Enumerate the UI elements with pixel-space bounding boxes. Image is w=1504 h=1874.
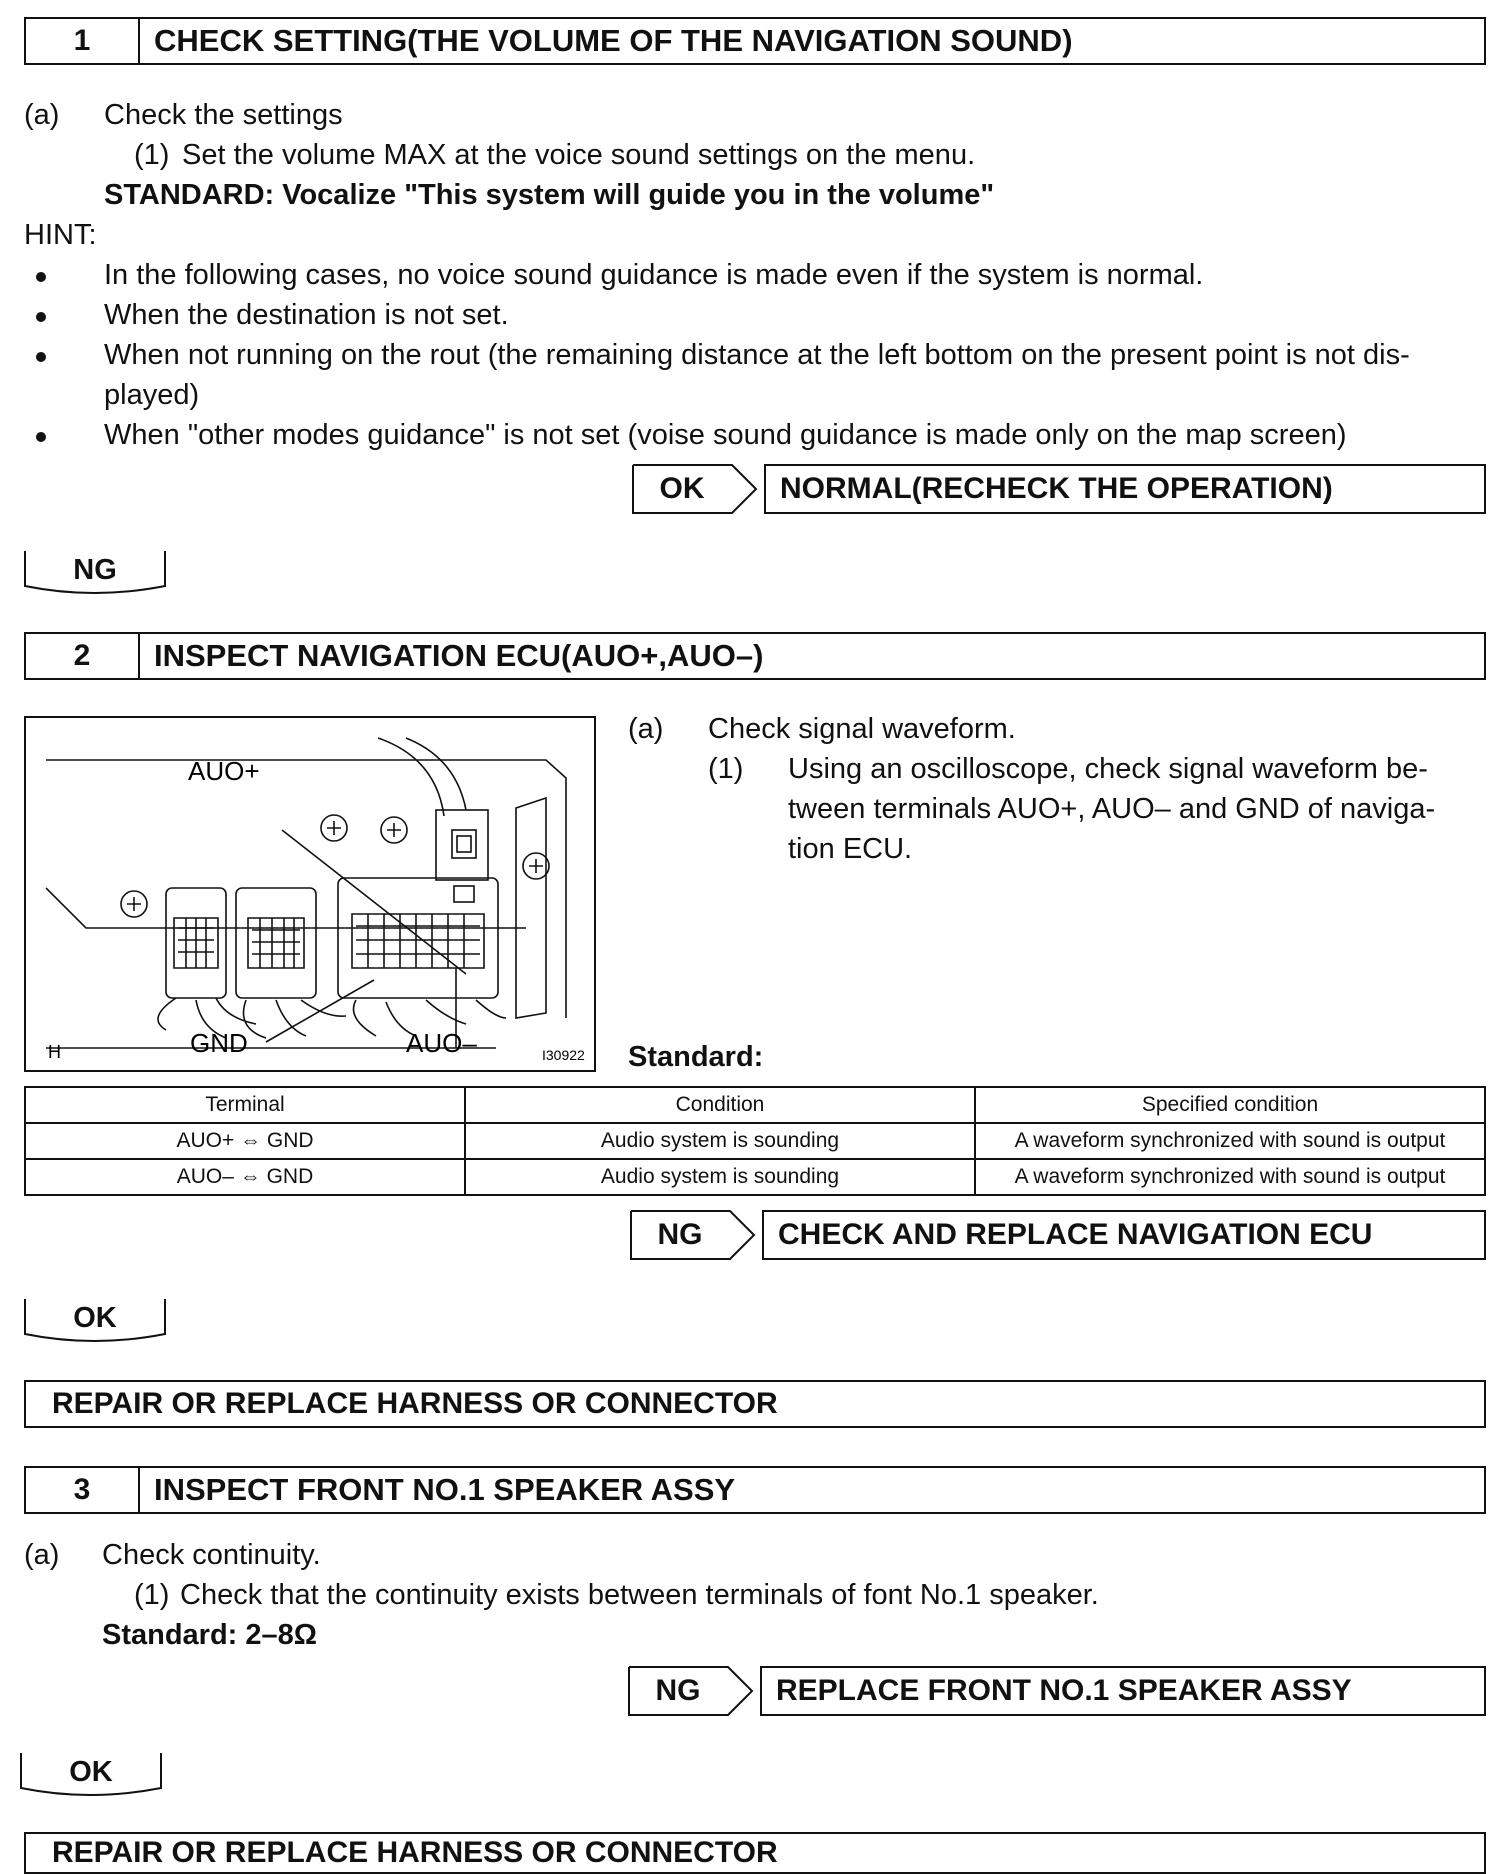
hint-item: When not running on the rout (the remaining distance at the left bottom on the present point is not dis- [104, 339, 1410, 371]
ecu-connector-figure [24, 716, 596, 1072]
result-tag: NG [657, 1218, 703, 1251]
table-cell: A waveform synchronized with sound is output [975, 1159, 1485, 1195]
ng-tab [24, 550, 166, 598]
bullet-icon [36, 432, 46, 442]
figure-corner-label: H [48, 1042, 61, 1062]
hint-item: In the following cases, no voice sound guidance is made even if the system is normal. [104, 259, 1204, 291]
tab-label: OK [73, 1302, 117, 1334]
standard-table [24, 1086, 1486, 1196]
bullet-icon [36, 272, 46, 282]
standard-text: Standard: 2–8Ω [102, 1619, 318, 1651]
item-label: (a) [628, 713, 664, 745]
item-text: Check continuity. [102, 1539, 321, 1571]
sub-item-text: Check that the continuity exists between terminals of font No.1 speaker. [180, 1579, 1099, 1611]
column-header: Condition [465, 1087, 975, 1123]
sub-item-text: Set the volume MAX at the voice sound settings on the menu. [182, 139, 976, 171]
table-row [25, 1123, 1485, 1159]
step-title: CHECK SETTING(THE VOLUME OF THE NAVIGATION SOUND) [154, 23, 1073, 58]
step-1-header [24, 17, 1486, 65]
repair-action-box: REPAIR OR REPLACE HARNESS OR CONNECTOR [24, 1832, 1486, 1874]
item-text: Check the settings [104, 99, 343, 131]
auo-minus-label: AUO– [406, 1028, 477, 1058]
ok-tab [20, 1752, 162, 1800]
ok-tab [24, 1298, 166, 1346]
hint-item: When the destination is not set. [104, 299, 509, 331]
result-tag: OK [659, 472, 705, 505]
sub-item-label: (1) [708, 753, 744, 785]
item-label: (a) [24, 99, 60, 131]
step-2-header [24, 632, 1486, 680]
hint-item-continued: played) [104, 379, 200, 411]
result-action: CHECK AND REPLACE NAVIGATION ECU [762, 1210, 1486, 1260]
step-number: 3 [26, 1468, 140, 1512]
sub-item-label: (1) [134, 1579, 170, 1611]
repair-action-box: REPAIR OR REPLACE HARNESS OR CONNECTOR [24, 1380, 1486, 1428]
step-title: INSPECT NAVIGATION ECU(AUO+,AUO–) [154, 638, 764, 673]
gnd-label: GND [190, 1028, 248, 1058]
figure-id-label: I30922 [542, 1047, 585, 1063]
table-cell: Audio system is sounding [465, 1123, 975, 1159]
tab-label: NG [73, 554, 117, 586]
standard-text: STANDARD: Vocalize "This system will guide you in the volume" [104, 179, 995, 211]
result-action: NORMAL(RECHECK THE OPERATION) [764, 464, 1486, 514]
sub-item-label: (1) [134, 139, 170, 171]
step-number: 1 [26, 19, 140, 63]
hint-item: When "other modes guidance" is not set (voise sound guidance is made only on the map screen) [104, 419, 1347, 451]
step-number: 2 [26, 634, 140, 678]
table-cell: AUO+ ⇔ GND [25, 1123, 465, 1159]
table-cell: A waveform synchronized with sound is output [975, 1123, 1485, 1159]
sub-item-line: tion ECU. [788, 833, 913, 865]
result-ng-box [628, 1666, 1486, 1716]
step-3-header [24, 1466, 1486, 1514]
sub-item-line: Using an oscilloscope, check signal waveform be- [788, 753, 1428, 785]
item-text: Check signal waveform. [708, 713, 1016, 745]
column-header: Terminal [25, 1087, 465, 1123]
table-cell: AUO– ⇔ GND [25, 1159, 465, 1195]
table-cell: Audio system is sounding [465, 1159, 975, 1195]
hint-label: HINT: [24, 219, 97, 251]
bullet-icon [36, 352, 46, 362]
table-header-row [25, 1087, 1485, 1123]
step-title: INSPECT FRONT NO.1 SPEAKER ASSY [154, 1472, 736, 1507]
auo-plus-label: AUO+ [188, 756, 260, 786]
table-row [25, 1159, 1485, 1195]
tab-label: OK [69, 1756, 113, 1788]
result-ng-box [630, 1210, 1486, 1260]
ecu-connector-drawing [26, 718, 594, 1070]
result-action: REPLACE FRONT NO.1 SPEAKER ASSY [760, 1666, 1486, 1716]
standard-label: Standard: [628, 1041, 764, 1073]
result-tag: NG [655, 1674, 701, 1707]
sub-item-line: tween terminals AUO+, AUO– and GND of naviga- [788, 793, 1436, 825]
item-label: (a) [24, 1539, 60, 1571]
result-ok-box [632, 464, 1486, 514]
column-header: Specified condition [975, 1087, 1485, 1123]
bullet-icon [36, 312, 46, 322]
